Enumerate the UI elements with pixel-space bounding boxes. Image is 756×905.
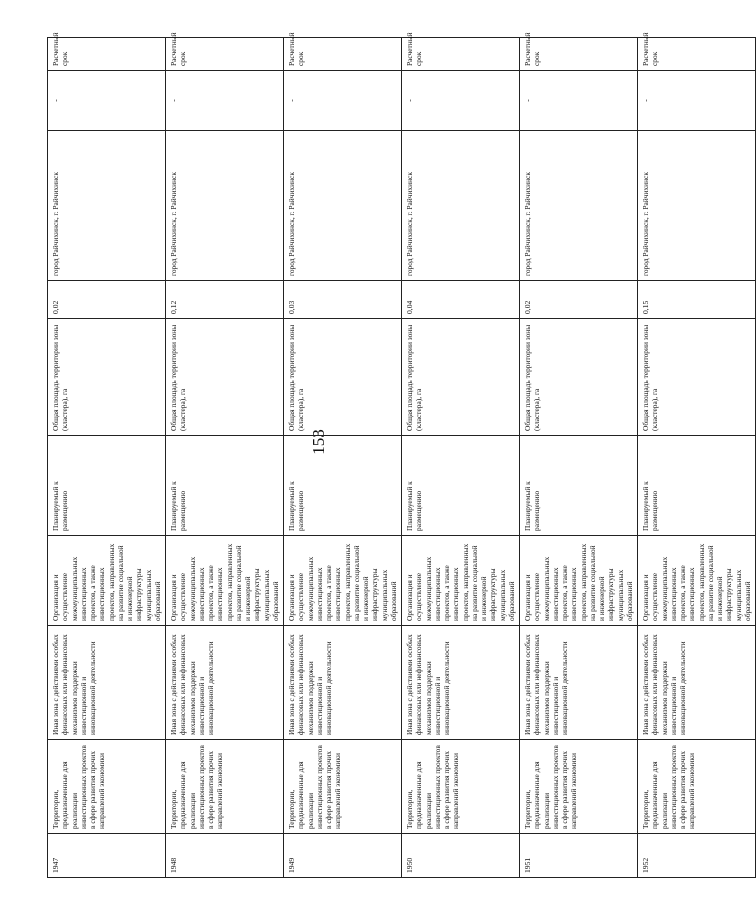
row-number: 1949 <box>284 834 402 878</box>
term-cell: Расчетный срок <box>402 38 520 71</box>
dash-cell: - <box>638 71 756 131</box>
zone-type-cell: Иная зона с действиями особых финансовых или нефинансовых механизмов поддержки инвестиционной и инновационной деятельности <box>402 626 520 740</box>
zone-type-cell: Иная зона с действиями особых финансовых или нефинансовых механизмов поддержки инвестиционной и инновационной деятельности <box>48 626 166 740</box>
parameter-cell: Общая площадь территории зоны (кластера), га <box>48 319 166 436</box>
zone-type-cell: Иная зона с действиями особых финансовых или нефинансовых механизмов поддержки инвестиционной и инновационной деятельности <box>520 626 638 740</box>
territory-cell: Территории, предназначенные для реализации инвестиционных проектов в сфере развития прочих направлений экономики <box>166 740 284 834</box>
row-number: 1952 <box>638 834 756 878</box>
dash-cell: - <box>402 71 520 131</box>
location-cell: город Райчихинск, г. Райчихинск <box>402 131 520 281</box>
status-cell: Планируемый к размещению <box>284 436 402 536</box>
zone-type-cell: Иная зона с действиями особых финансовых или нефинансовых механизмов поддержки инвестиционной и инновационной деятельности <box>638 626 756 740</box>
row-number: 1950 <box>402 834 520 878</box>
organization-cell: Организация и осуществление межмуниципальных инвестиционных проектов, а также инвестиционных проектов, направленных на развитие социальной и инженерной инфраструктуры муниципальных образований <box>638 536 756 626</box>
zone-type-cell: Иная зона с действиями особых финансовых или нефинансовых механизмов поддержки инвестиционной и инновационной деятельности <box>166 626 284 740</box>
status-cell: Планируемый к размещению <box>520 436 638 536</box>
territory-cell: Территории, предназначенные для реализации инвестиционных проектов в сфере развития прочих направлений экономики <box>284 740 402 834</box>
territory-cell: Территории, предназначенные для реализации инвестиционных проектов в сфере развития прочих направлений экономики <box>402 740 520 834</box>
dash-cell: - <box>284 71 402 131</box>
organization-cell: Организация и осуществление межмуниципальных инвестиционных проектов, а также инвестиционных проектов, направленных на развитие социальной и инженерной инфраструктуры муниципальных образований <box>520 536 638 626</box>
table-row <box>284 38 402 878</box>
value-cell: 0,02 <box>48 281 166 319</box>
territory-cell: Территории, предназначенные для реализации инвестиционных проектов в сфере развития прочих направлений экономики <box>520 740 638 834</box>
table-row <box>48 38 166 878</box>
location-cell: город Райчихинск, г. Райчихинск <box>638 131 756 281</box>
page-number: 153 <box>309 429 328 455</box>
territory-cell: Территории, предназначенные для реализации инвестиционных проектов в сфере развития прочих направлений экономики <box>638 740 756 834</box>
parameter-cell: Общая площадь территории зоны (кластера), га <box>638 319 756 436</box>
table-row <box>520 38 638 878</box>
status-cell: Планируемый к размещению <box>638 436 756 536</box>
value-cell: 0,04 <box>402 281 520 319</box>
value-cell: 0,12 <box>166 281 284 319</box>
dash-cell: - <box>520 71 638 131</box>
term-cell: Расчетный срок <box>48 38 166 71</box>
objects-table <box>47 32 756 878</box>
value-cell: 0,02 <box>520 281 638 319</box>
term-cell: Расчетный срок <box>520 38 638 71</box>
location-cell: город Райчихинск, г. Райчихинск <box>520 131 638 281</box>
rotated-table <box>47 32 752 878</box>
value-cell: 0,15 <box>638 281 756 319</box>
table-row <box>166 38 284 878</box>
territory-cell: Территории, предназначенные для реализации инвестиционных проектов в сфере развития прочих направлений экономики <box>48 740 166 834</box>
term-cell: Расчетный срок <box>284 38 402 71</box>
parameter-cell: Общая площадь территории зоны (кластера), га <box>166 319 284 436</box>
value-cell: 0,03 <box>284 281 402 319</box>
organization-cell: Организация и осуществление межмуниципальных инвестиционных проектов, а также инвестиционных проектов, направленных на развитие социальной и инженерной инфраструктуры муниципальных образований <box>402 536 520 626</box>
term-cell: Расчетный срок <box>638 38 756 71</box>
parameter-cell: Общая площадь территории зоны (кластера), га <box>520 319 638 436</box>
row-number: 1947 <box>48 834 166 878</box>
organization-cell: Организация и осуществление межмуниципальных инвестиционных проектов, а также инвестиционных проектов, направленных на развитие социальной и инженерной инфраструктуры муниципальных образований <box>284 536 402 626</box>
dash-cell: - <box>166 71 284 131</box>
organization-cell: Организация и осуществление межмуниципальных инвестиционных проектов, а также инвестиционных проектов, направленных на развитие социальной и инженерной инфраструктуры муниципальных образований <box>166 536 284 626</box>
location-cell: город Райчихинск, г. Райчихинск <box>284 131 402 281</box>
table-row <box>638 38 756 878</box>
status-cell: Планируемый к размещению <box>48 436 166 536</box>
organization-cell: Организация и осуществление межмуниципальных инвестиционных проектов, а также инвестиционных проектов, направленных на развитие социальной и инженерной инфраструктуры муниципальных образований <box>48 536 166 626</box>
location-cell: город Райчихинск, г. Райчихинск <box>166 131 284 281</box>
location-cell: город Райчихинск, г. Райчихинск <box>48 131 166 281</box>
zone-type-cell: Иная зона с действиями особых финансовых или нефинансовых механизмов поддержки инвестиционной и инновационной деятельности <box>284 626 402 740</box>
table-row <box>402 38 520 878</box>
term-cell: Расчетный срок <box>166 38 284 71</box>
parameter-cell: Общая площадь территории зоны (кластера), га <box>402 319 520 436</box>
status-cell: Планируемый к размещению <box>402 436 520 536</box>
row-number: 1951 <box>520 834 638 878</box>
status-cell: Планируемый к размещению <box>166 436 284 536</box>
row-number: 1948 <box>166 834 284 878</box>
parameter-cell: Общая площадь территории зоны (кластера), га <box>284 319 402 436</box>
dash-cell: - <box>48 71 166 131</box>
